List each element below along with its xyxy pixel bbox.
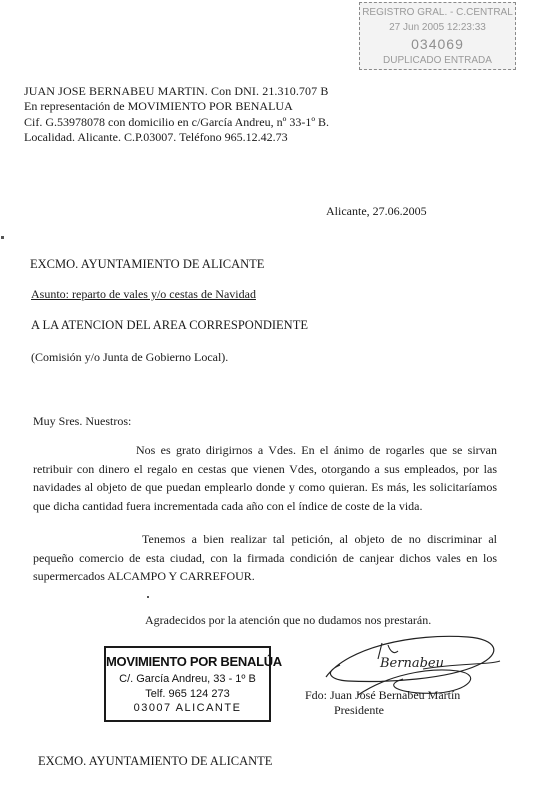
signature-name: Fdo: Juan José Bernabeu Martín: [305, 688, 461, 702]
sender-line-locality: Localidad. Alicante. C.P.03007. Teléfono 965.12.42.73: [24, 130, 288, 144]
sender-line-name: JUAN JOSE BERNABEU MARTIN. Con DNI. 21.310.707 B: [24, 84, 329, 98]
registry-stamp-number: 034069: [411, 36, 464, 52]
registry-stamp-date: 27 Jun 2005 12:23:33: [389, 22, 486, 33]
stamp-org-name: MOVIMIENTO POR BENALÚA: [106, 654, 282, 669]
signature-role: Presidente: [334, 703, 384, 717]
body-paragraph-1-text: Nos es grato dirigirnos a Vdes. En el ánimo de rogarles que se sirvan retribuir con dinero el regalo en cestas que vienen Vdes, otorgando a sus empleados, por las navidades al objeto de que puedan emplearlo donde y como quieran. Es más, les solicitaríamos que dicha cantidad fuera incrementada cada año con el índice de coste de la vida.: [33, 443, 497, 513]
registry-stamp: [359, 2, 516, 70]
footer-recipient: EXCMO. AYUNTAMIENTO DE ALICANTE: [38, 754, 273, 768]
scan-speck: [1, 236, 4, 239]
registry-stamp-type: DUPLICADO ENTRADA: [383, 55, 492, 66]
letter-date: Alicante, 27.06.2005: [326, 204, 427, 218]
stamp-phone: Telf. 965 124 273: [145, 688, 230, 700]
registry-stamp-title: REGISTRO GRAL. - C.CENTRAL: [362, 7, 513, 18]
sender-line-address: Cif. G.53978078 con domicilio en c/García Andreu, nº 33-1º B.: [24, 115, 330, 129]
subject-line: [31, 287, 256, 302]
organization-stamp: [104, 646, 282, 722]
stamp-street: C/. García Andreu, 33 - 1º B: [119, 673, 256, 685]
scan-speck: [147, 596, 149, 598]
attention-heading: A LA ATENCION DEL AREA CORRESPONDIENTE: [31, 318, 308, 332]
sender-line-representation: En representación de MOVIMIENTO POR BENALUA: [24, 99, 293, 113]
subject-label: Asunto:: [31, 287, 70, 301]
closing-line: Agradecidos por la atención que no dudamos nos prestarán.: [145, 613, 432, 627]
salutation: Muy Sres. Nuestros:: [33, 414, 132, 428]
body-paragraph-1: [33, 441, 497, 515]
subject-text: reparto de vales y/o cestas de Navidad: [69, 287, 256, 301]
body-paragraph-2: [33, 530, 497, 586]
signature-handwriting: Bernabeu: [380, 656, 444, 671]
stamp-city: 03007 ALICANTE: [133, 702, 242, 714]
body-paragraph-2-text: Tenemos a bien realizar tal petición, al objeto de no discriminar al pequeño comercio de esta ciudad, con la firmada condición de canjear dichos vales en los supermercados ALCAMPO Y CARREFOUR.: [33, 532, 497, 583]
attention-note: (Comisión y/o Junta de Gobierno Local).: [31, 350, 229, 364]
recipient: EXCMO. AYUNTAMIENTO DE ALICANTE: [30, 257, 265, 271]
